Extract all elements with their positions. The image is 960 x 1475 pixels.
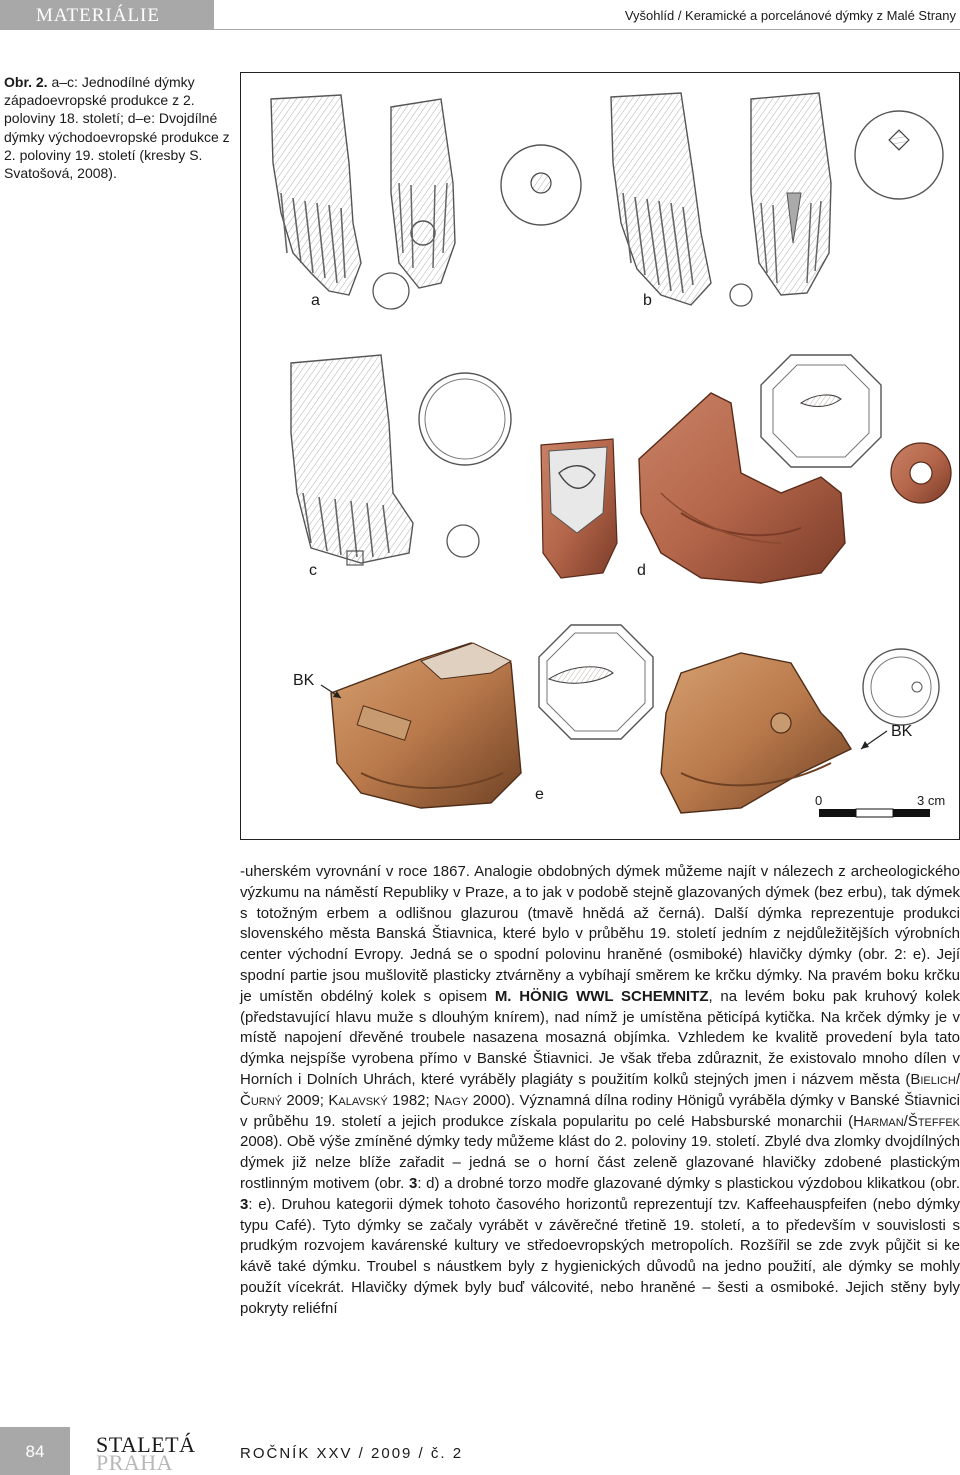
page-header [0, 0, 960, 30]
journal-logo [96, 1432, 226, 1475]
scale-bar [815, 793, 945, 817]
label-e: e [535, 786, 544, 803]
figure-ref: 3 [240, 1195, 249, 1213]
header-rule [214, 29, 960, 30]
pipe-e-left [331, 643, 521, 808]
section-title: MATERIÁLIE [0, 0, 214, 30]
pipe-d-mouthpiece [891, 443, 951, 503]
logo-top: STALETÁ [96, 1432, 196, 1457]
pipe-a-top [501, 145, 581, 225]
label-b: b [643, 292, 652, 309]
pipe-e-right [661, 653, 851, 813]
pipe-c-side [291, 355, 413, 565]
pipe-e-top [539, 625, 653, 739]
caption-text: a–c: Jednodílné dýmky západoevropské produkce z 2. poloviny 18. století; d–e: Dvojdílné dýmky východoevropské produkce z 2. poloviny 19. století (kresby S. Svatošová, 2008). [4, 74, 230, 182]
svg-text:BK: BK [293, 672, 315, 689]
citation: Kalavský [328, 1091, 388, 1109]
paragraph: -uherském vyrovnání v roce 1867. Analogie obdobných dýmek můžeme najít v nálezech z archeologického výzkumu na náměstí Republiky v Praze, a to jak v podobě stejně glazovaných dýmek (bez erbu), tak dýmek s totožným erbem a odlišnou glazurou (tmavě hnědá až černá). Další dýmka reprezentuje produkci slovenského města Banská Štiavnica, které bylo v průběhu 19. století jedním z nejdůležitějších výrobních center východní Evropy. Jedná se o spodní polovinu hraněné (osmiboké) hlavičky dýmky (obr. 2: e). Její spodní partie jsou mušlovitě plasticky ztvárněny a vybíhají směrem ke krčku dýmky. Na pravém boku krčku je umístěn obdélný kolek s opisem M. HÖNIG WWL SCHEMNITZ, na levém boku pak kruhový kolek (představující hlavu muže s dlouhým knírem), nad nímž je umístěna pěticípá kytička. Na krček dýmky je v místě napojení dřevěné troubele nasazena mosazná objímka. Vzhledem ke kvalitě provedení byla tato dýmka nejspíše vyrobena přímo v Banské Štiavnici. Je však třeba zdůraznit, že existovalo mnoho dílen v Horních i Dolních Uhrách, které vyráběly plagiáty s použitím kolků stejných jmen i názvem města (Bielich/Čurný 2009; Kalavský 1982; Nagy 2000). Významná dílna rodiny Hönigů vyráběla dýmky v Banské Štiavnici v průběhu 19. století a jejich produkce získala popularitu po celé Habsburské monarchii (Harman/Šteffek 2008). Obě výše zmíněné dýmky tedy můžeme klást do 2. poloviny 19. století. Zbylé dva zlomky dvojdílných dýmek již nelze blíže zařadit – jedná se o horní část zeleně glazované hlavičky zdobené plastickým rostlinným motivem (obr. 3: d) a drobné torzo modře glazované dýmky s plastickou výzdobou klikatkou (obr. 3: e). Druhou kategorii dýmek tohoto časového horizontů reprezentují tzv. Kaffeehauspfeifen (nebo dýmky typu Café). Tyto dýmky se začaly vyrábět v závěrečné třetině 19. století, a to především v souvislosti s prudkým rozvojem kavárenské kultury ve středoevropských metropolích. Rozšířil se zde zvyk půjčit si ke kávě také dýmku. Troubel s náustkem byly z hygienických důvodů na jedno použití, ale dýmky se mohly použít vícekrát. Hlavičky dýmek byly buď válcovité, nebo hraněné – šesti a osmiboké. Jejich stěny byly pokryty reliéfní [240, 863, 960, 1317]
label-a: a [311, 292, 320, 309]
pipe-a-front [391, 99, 455, 288]
article-body [240, 862, 960, 1320]
pipe-b-side [611, 93, 711, 305]
label-c: c [309, 562, 317, 579]
pipe-d-top [761, 355, 881, 467]
pipe-b-front [751, 93, 831, 295]
pipe-d-fragment [541, 439, 617, 578]
bk-right-marker [861, 723, 913, 749]
caption-label: Obr. 2. [4, 74, 48, 90]
pipe-a-heel [373, 273, 409, 309]
pipe-c-heel [447, 525, 479, 557]
issue-info: ROČNÍK XXV / 2009 / č. 2 [240, 1445, 464, 1462]
running-title: Vyšohlíd / Keramické a porcelánové dýmky z Malé Strany [624, 8, 956, 23]
pipe-drawings [241, 73, 958, 838]
svg-text:0: 0 [815, 793, 823, 808]
logo-bottom: PRAHA [96, 1450, 174, 1475]
svg-text:3 cm: 3 cm [917, 793, 946, 808]
svg-text:BK: BK [891, 723, 913, 740]
citation: Harman/Šteffek [853, 1112, 960, 1130]
figure-ref: 2 [894, 946, 903, 964]
figure-ref: 3 [408, 1174, 418, 1192]
citation: Bielich/Čurný [240, 1070, 960, 1109]
pipe-a-side [271, 95, 361, 295]
figure-drawings [240, 72, 960, 840]
label-d: d [637, 562, 646, 579]
citation: Nagy [434, 1091, 469, 1109]
pipe-b-heel [730, 284, 752, 306]
stamp-inscription: M. HÖNIG WWL SCHEMNITZ [494, 987, 709, 1005]
page-number: 84 [0, 1427, 70, 1475]
pipe-b-top [855, 111, 943, 199]
pipe-d-side [639, 393, 845, 583]
figure-caption [4, 73, 234, 182]
pipe-c-top [419, 373, 511, 465]
pipe-e-mouthpiece-ring [863, 649, 939, 725]
